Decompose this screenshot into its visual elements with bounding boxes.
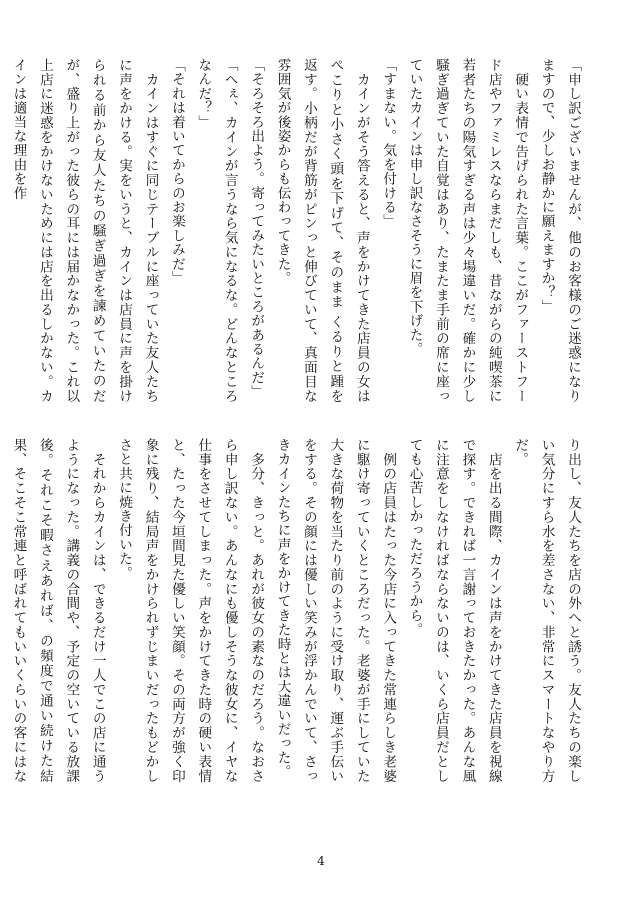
paragraph: 「すまない。気を付ける」 (380, 58, 397, 229)
top-text-column (10, 58, 586, 403)
page-number: 4 (317, 854, 325, 868)
paragraph: り出し、友人たちを店の外へと誘う。友人たちの楽しい気分にすら水を差さない、非常にスマートなやり方だ。 (512, 438, 581, 783)
paragraph: 硬い表情で告げられた言葉。ここがファーストフード店やファミレスならまだしも、昔ながらの純喫茶に若者たちの陽気すぎる声は少々場違いだ。確かに少し騒ぎ過ぎていた自覚はあり、たまたま手前の席に座っていたカインは申し訳なさそうに眉を下げた。 (406, 58, 529, 403)
paragraph: カインがそう答えると、声をかけてきた店員の女はぺこりと小さく頭を下げて、そのまま くるりと踵を返す。小柄だが背筋がピンっと伸びていて、真面目な雰囲気が後姿からも伝わってきた。 (274, 58, 370, 403)
paragraph: 店を出る間際、カインは声をかけてきた店員を視線で探す。できれば一言謝っておきたかった。あんな風に注意をしなければならないのは、いくら店員だとしても心苦しかっただろうから。 (406, 438, 502, 783)
top-text-block (10, 58, 586, 403)
paragraph: 多分、きっと。あれが彼女の素なのだろう。なおさら申し訳ない。あんなにも優しそうな彼女に、イヤな仕事をさせてしまった。声をかけてきた時の硬い表情と、たった今垣間見た優しい笑顔。その両方が強く印象に残り、結局声をかけられずじまいだったもどかしさと共に焼き付いた。 (116, 438, 265, 783)
paragraph: カインはすぐに同じテーブルに座っていた友人たちに声をかける。実をいうと、カインは店員に声を掛けられる前から友人たちの騒ぎ過ぎを諫めていたのだが、盛り上がった彼らの耳には届かなかった。これ以上店に迷惑をかけないためには店を出るしかない。カインは適当な理由を作 (10, 58, 159, 403)
bottom-text-block (10, 438, 586, 783)
paragraph: 「それは着いてからのお楽しみだ」 (168, 58, 185, 286)
paragraph: 「そろそろ出よう。寄ってみたいところがあるんだ」 (248, 58, 265, 399)
bottom-text-column (10, 438, 586, 783)
paragraph: 「へぇ、カインが言うなら気になるな。どんなところなんだ？」 (195, 58, 238, 403)
paragraph: それからカインは、できるだけ一人でこの店に通うようになった。講義の合間や、予定の空いている放課後。それこそ暇さえあれば、の頻度で通い続けた結果、そこそこ常連と呼ばれてもいいくらいの客にはな (10, 438, 106, 783)
paragraph: 「申し訳ございませんが、他のお客様のご迷惑になりますので、少しお静かに願えますか？」 (538, 58, 581, 403)
paragraph: 例の店員はたった今店に入ってきた常連らしき老婆に駆け寄っていくところだった。老婆が手にしていた大きな荷物を当たり前のように受け取り、運ぶ手伝いをする。その顔には優しい笑みが浮かんでいて、さっきカインたちに声をかけてきた時とは大違いだった。 (274, 438, 397, 783)
